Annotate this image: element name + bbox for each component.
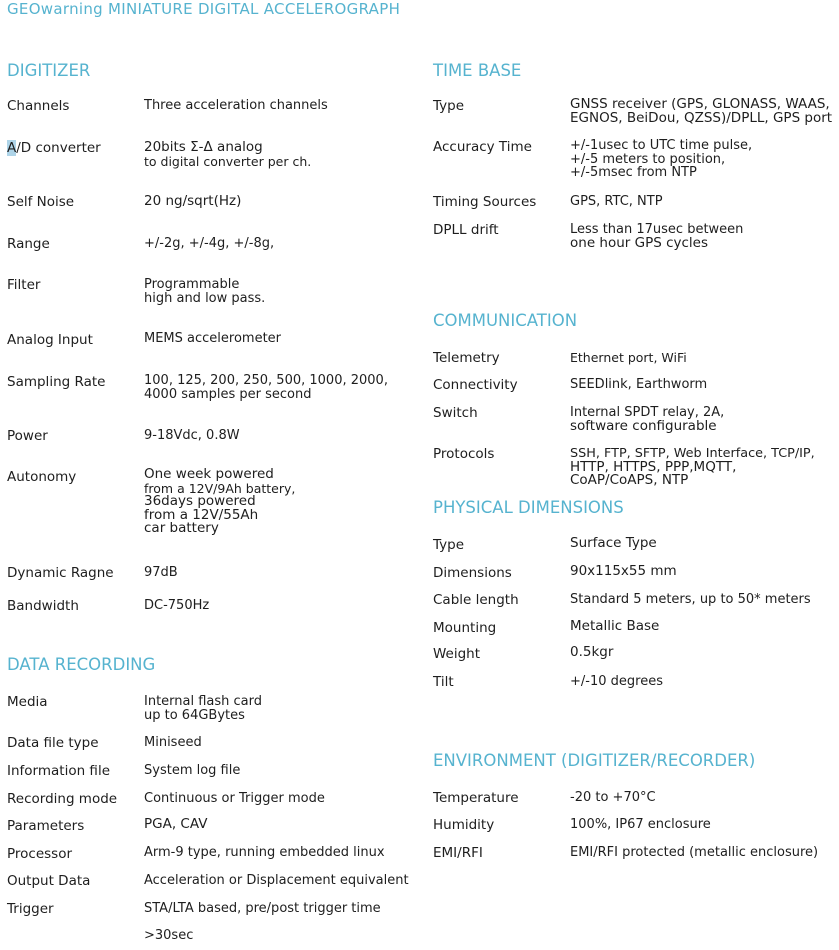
spec-value: +/-2g, +/-4g, +/-8g,	[144, 236, 275, 251]
spec-label: Humidity	[433, 817, 495, 833]
spec-value: System log file	[144, 763, 241, 778]
spec-value: Miniseed	[144, 735, 202, 750]
spec-value: GNSS receiver (GPS, GLONASS, WAAS, EGNOS, BeiDou, QZSS)/DPLL, GPS port	[570, 96, 833, 126]
spec-label: Information file	[7, 763, 110, 779]
spec-value: DC-750Hz	[144, 598, 210, 613]
spec-label: EMI/RFI	[433, 845, 483, 861]
spec-label: Temperature	[433, 790, 519, 806]
spec-value: 0.5kgr	[570, 644, 614, 660]
section-heading-data-recording: DATA RECORDING	[7, 655, 156, 674]
spec-value: Internal SPDT relay, 2A, software configurable	[570, 405, 725, 434]
spec-value: MEMS accelerometer	[144, 331, 282, 346]
spec-value: 97dB	[144, 565, 178, 580]
spec-value: +/-1usec to UTC time pulse, +/-5 meters to position, +/-5msec from NTP	[570, 138, 753, 180]
spec-label: Dynamic Ragne	[7, 565, 114, 581]
spec-value: SEEDlink, Earthworm	[570, 377, 708, 392]
spec-label: Analog Input	[7, 332, 93, 348]
spec-label: Data file type	[7, 735, 99, 751]
spec-value: -20 to +70°C	[570, 790, 656, 805]
spec-label: Type	[433, 537, 465, 553]
spec-label: Self Noise	[7, 194, 75, 210]
spec-label: Range	[7, 236, 50, 252]
spec-label: Type	[433, 98, 465, 114]
spec-value: Ethernet port, WiFi	[570, 350, 687, 365]
spec-value: SSH, FTP, SFTP, Web Interface, TCP/IP, HTTP, HTTPS, PPP,MQTT, CoAP/CoAPS, NTP	[570, 446, 815, 488]
spec-value: PGA, CAV	[144, 816, 208, 832]
spec-label: Switch	[433, 405, 478, 421]
page-title: GEOwarning MINIATURE DIGITAL ACCELEROGRAPH	[7, 0, 401, 18]
spec-value: +/-10 degrees	[570, 674, 663, 689]
spec-label: DPLL drift	[433, 222, 499, 238]
spec-value: One week powered from a 12V/9Ah battery, 36days powered from a 12V/55Ah car battery	[144, 466, 296, 536]
spec-value: Surface Type	[570, 535, 657, 551]
spec-label: Trigger	[7, 901, 54, 917]
spec-value: Acceleration or Displacement equivalent	[144, 873, 409, 888]
spec-value: Standard 5 meters, up to 50* meters	[570, 592, 811, 607]
spec-label: Power	[7, 428, 48, 444]
spec-label: Dimensions	[433, 565, 512, 581]
spec-label: Timing Sources	[433, 194, 537, 210]
spec-label: Cable length	[433, 592, 519, 608]
spec-label: Accuracy Time	[433, 139, 532, 155]
spec-value: 9-18Vdc, 0.8W	[144, 428, 240, 443]
spec-label: Bandwidth	[7, 598, 79, 614]
text-selection-highlight[interactable]: A	[7, 140, 17, 156]
spec-label: Recording mode	[7, 791, 118, 807]
spec-value: Continuous or Trigger mode	[144, 791, 325, 806]
spec-label: Media	[7, 694, 48, 710]
spec-value: 90x115x55 mm	[570, 563, 677, 579]
spec-label: Connectivity	[433, 377, 518, 393]
section-heading-communication: COMMUNICATION	[433, 311, 578, 330]
spec-value: 20bits Σ-Δ analog to digital converter per ch.	[144, 139, 312, 169]
section-heading-environment: ENVIRONMENT (DIGITIZER/RECORDER)	[433, 751, 756, 770]
spec-label: Sampling Rate	[7, 374, 106, 390]
spec-value: Programmable high and low pass.	[144, 277, 266, 306]
spec-value: 100%, IP67 enclosure	[570, 817, 711, 832]
spec-value: 20 ng/sqrt(Hz)	[144, 193, 242, 209]
section-heading-time-base: TIME BASE	[433, 61, 522, 80]
spec-label: Filter	[7, 277, 41, 293]
spec-label: Channels	[7, 98, 70, 114]
spec-label: Parameters	[7, 818, 85, 834]
spec-value: STA/LTA based, pre/post trigger time >30sec	[144, 901, 381, 943]
spec-value: GPS, RTC, NTP	[570, 194, 663, 209]
spec-label: Tilt	[433, 674, 454, 690]
spec-label: Output Data	[7, 873, 91, 889]
spec-value: Three acceleration channels	[144, 98, 328, 113]
spec-value: Internal flash card up to 64GBytes	[144, 694, 263, 723]
spec-label: Processor	[7, 846, 73, 862]
spec-value: 100, 125, 200, 250, 500, 1000, 2000, 4000 samples per second	[144, 373, 388, 402]
spec-label: Mounting	[433, 620, 497, 636]
section-heading-physical-dimensions: PHYSICAL DIMENSIONS	[433, 498, 624, 517]
section-heading-digitizer: DIGITIZER	[7, 61, 91, 80]
spec-label: Telemetry	[433, 350, 500, 366]
spec-value: Arm-9 type, running embedded linux	[144, 845, 385, 860]
spec-label: Weight	[433, 646, 481, 662]
spec-value: EMI/RFI protected (metallic enclosure)	[570, 845, 819, 860]
spec-label: A/D converter	[7, 140, 101, 156]
spec-value: Metallic Base	[570, 618, 660, 634]
spec-label: Autonomy	[7, 469, 77, 485]
spec-value: Less than 17usec between one hour GPS cycles	[570, 222, 744, 251]
spec-label: Protocols	[433, 446, 495, 462]
